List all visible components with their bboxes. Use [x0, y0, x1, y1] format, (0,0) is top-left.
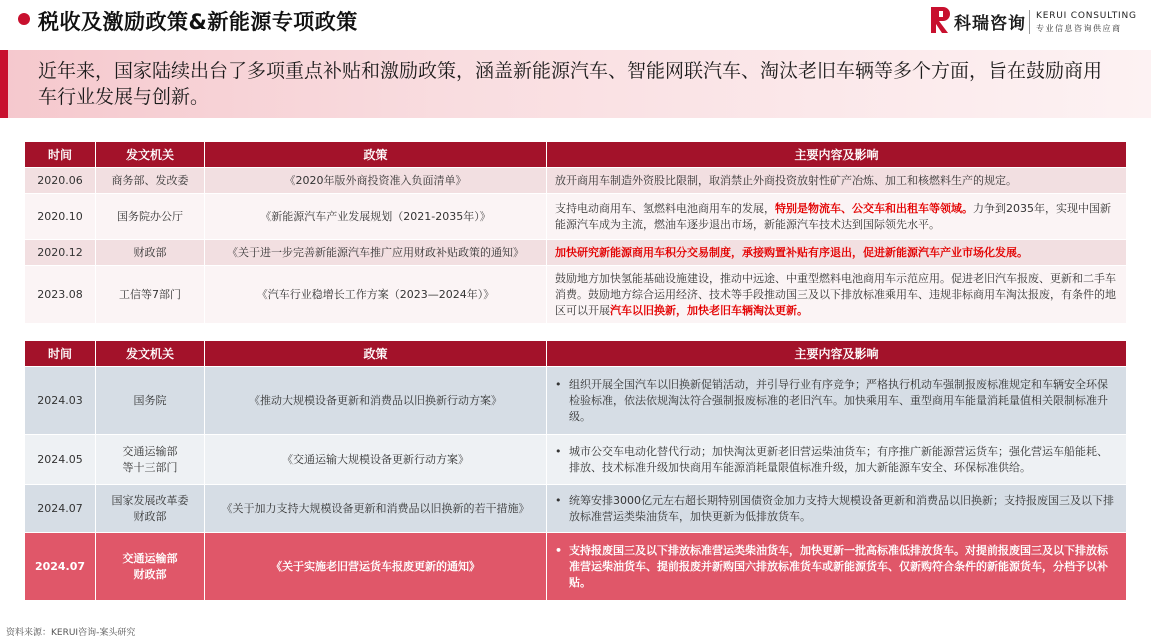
table-row	[25, 168, 1127, 194]
table-row	[25, 533, 1127, 601]
highlight-text: 汽车以旧换新，加快老旧车辆淘汰更新。	[610, 303, 808, 317]
cell-content: 支持电动商用车、氢燃料电池商用车的发展，特别是物流车、公交车和出租车等领域。力争到2035年，实现中国新能源汽车成为主流，燃油车逐步退出市场，新能源汽车技术达到国际领先水平。	[547, 194, 1127, 240]
table-row	[25, 194, 1127, 240]
col-header-policy: 政策	[205, 341, 547, 367]
table-row	[25, 266, 1127, 324]
source-note: 资料来源：KERUI咨询-案头研究	[6, 628, 136, 638]
bullet-icon: •	[555, 493, 562, 507]
company-logo	[930, 6, 1145, 38]
cell-agency: 国务院	[96, 367, 205, 435]
cell-policy: 《新能源汽车产业发展规划（2021-2035年）》	[205, 194, 547, 240]
col-header-policy: 政策	[205, 142, 547, 168]
logo-r-icon	[930, 6, 950, 34]
logo-english-name: KERUI CONSULTING	[1036, 11, 1137, 21]
highlight-text: 特别是物流车、公交车和出租车等领域。	[775, 201, 973, 215]
title-bullet-dot	[18, 13, 30, 25]
cell-time: 2020.12	[25, 240, 96, 266]
cell-time: 2023.08	[25, 266, 96, 324]
table-row	[25, 435, 1127, 485]
logo-divider	[1029, 10, 1030, 34]
policy-table-2020-2023	[24, 141, 1127, 324]
cell-policy: 《2020年版外商投资准入负面清单》	[205, 168, 547, 194]
cell-content: • 统筹安排3000亿元左右超长期特别国债资金加力支持大规模设备更新和消费品以旧换新；支持报废国三及以下排放标准营运类柴油货车，加快更新为低排放货车。	[547, 485, 1127, 533]
cell-policy: 《关于加力支持大规模设备更新和消费品以旧换新的若干措施》	[205, 485, 547, 533]
summary-banner	[0, 50, 1151, 118]
cell-content: 鼓励地方加快氢能基础设施建设，推动中远途、中重型燃料电池商用车示范应用。促进老旧汽车报废、更新和二手车消费。鼓励地方综合运用经济、技术等手段推动国三及以下排放标准乘用车、违规非标商用车淘汰报废，有条件的地区可以开展汽车以旧换新，加快老旧车辆淘汰更新。	[547, 266, 1127, 324]
col-header-agency: 发文机关	[96, 341, 205, 367]
cell-policy: 《关于实施老旧营运货车报废更新的通知》	[205, 533, 547, 601]
col-header-content: 主要内容及影响	[547, 142, 1127, 168]
highlight-text: 加快研究新能源商用车积分交易制度，承接购置补贴有序退出，促进新能源汽车产业市场化发展。	[555, 245, 1028, 259]
page-title: 税收及激励政策&新能源专项政策	[38, 10, 358, 34]
cell-content: • 支持报废国三及以下排放标准营运类柴油货车，加快更新一批高标准低排放货车。对提前报废国三及以下排放标准营运柴油货车、提前报废并新购国六排放标准货车或新能源货车、仅新购符合条件的新能源货车，分档予以补贴。	[547, 533, 1127, 601]
table-header-row	[25, 142, 1127, 168]
cell-time: 2024.05	[25, 435, 96, 485]
cell-policy: 《推动大规模设备更新和消费品以旧换新行动方案》	[205, 367, 547, 435]
cell-time: 2020.10	[25, 194, 96, 240]
bullet-icon: •	[555, 444, 562, 458]
cell-content	[547, 240, 1127, 266]
cell-time: 2024.07	[25, 533, 96, 601]
policy-table-2024	[24, 340, 1127, 601]
cell-policy: 《关于进一步完善新能源汽车推广应用财政补贴政策的通知》	[205, 240, 547, 266]
cell-agency: 国家发展改革委 财政部	[96, 485, 205, 533]
cell-agency: 国务院办公厅	[96, 194, 205, 240]
cell-agency: 交通运输部 等十三部门	[96, 435, 205, 485]
col-header-time: 时间	[25, 142, 96, 168]
cell-policy: 《交通运输大规模设备更新行动方案》	[205, 435, 547, 485]
cell-agency: 商务部、发改委	[96, 168, 205, 194]
cell-agency: 工信等7部门	[96, 266, 205, 324]
cell-time: 2024.03	[25, 367, 96, 435]
table-row	[25, 485, 1127, 533]
cell-agency: 交通运输部 财政部	[96, 533, 205, 601]
cell-policy: 《汽车行业稳增长工作方案（2023—2024年）》	[205, 266, 547, 324]
table-row	[25, 240, 1127, 266]
table-header-row	[25, 341, 1127, 367]
col-header-agency: 发文机关	[96, 142, 205, 168]
cell-time: 2020.06	[25, 168, 96, 194]
cell-time: 2024.07	[25, 485, 96, 533]
header	[0, 0, 1151, 44]
banner-accent-bar	[0, 50, 8, 118]
cell-agency: 财政部	[96, 240, 205, 266]
table-row	[25, 367, 1127, 435]
summary-text: 近年来，国家陆续出台了多项重点补贴和激励政策，涵盖新能源汽车、智能网联汽车、淘汰老旧车辆等多个方面，旨在鼓励商用车行业发展与创新。	[38, 60, 1103, 108]
bullet-icon: •	[555, 543, 563, 557]
cell-content: • 城市公交车电动化替代行动；加快淘汰更新老旧营运柴油货车；有序推广新能源营运货车；强化营运车船能耗、排放、技术标准升级加快商用车能源消耗量限值标准升级，加大新能源车安全、环保标准供给。	[547, 435, 1127, 485]
bullet-icon: •	[555, 377, 562, 391]
logo-chinese-name: 科瑞咨询	[954, 14, 1026, 34]
logo-tagline: 专业信息咨询供应商	[1036, 24, 1122, 33]
cell-content: 放开商用车制造外资股比限制，取消禁止外商投资放射性矿产冶炼、加工和核燃料生产的规定。	[547, 168, 1127, 194]
col-header-content: 主要内容及影响	[547, 341, 1127, 367]
cell-content: • 组织开展全国汽车以旧换新促销活动，并引导行业有序竞争；严格执行机动车强制报废标准规定和车辆安全环保检验标准，依法依规淘汰符合强制报废标准的老旧汽车。加快乘用车、重型商用车能量消耗量值相关限制标准升级。	[547, 367, 1127, 435]
col-header-time: 时间	[25, 341, 96, 367]
